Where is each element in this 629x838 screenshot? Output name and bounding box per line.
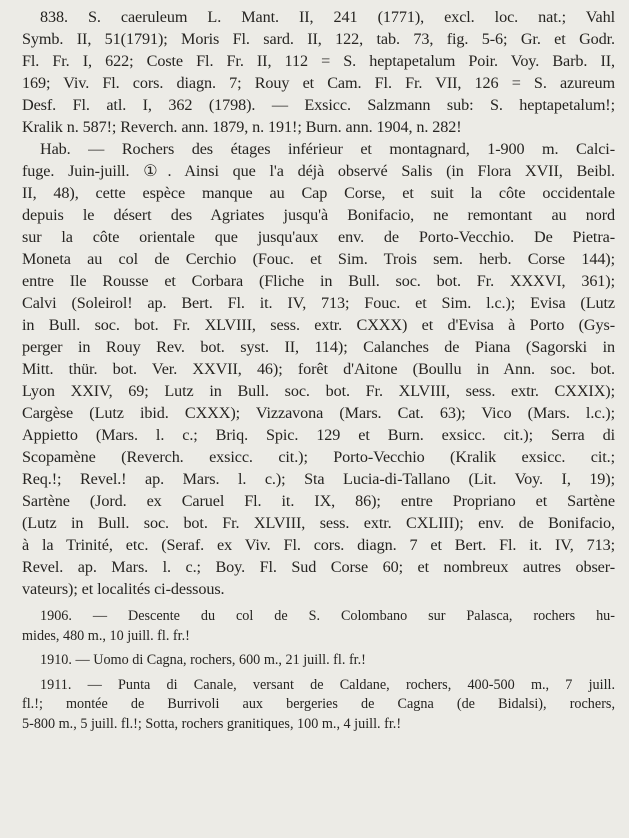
text-line: entre Ile Rousse et Corbara (Fliche in Bull. soc. bot. Fr. XXXVI, 361); — [22, 272, 615, 290]
text-line: Sartène (Jord. ex Caruel Fl. it. IX, 86); entre Propriano et Sartène — [22, 492, 615, 510]
text-line: Revel. ap. Mars. l. c.; Boy. Fl. Sud Corse 60; et nombreux autres obser- — [22, 558, 615, 576]
text-line: 838. S. caeruleum L. Mant. II, 241 (1771), excl. loc. nat.; Vahl — [40, 8, 615, 26]
text-line: Scopamène (Reverch. exsicc. cit.); Porto-Vecchio (Kralik exsicc. cit.; — [22, 448, 615, 466]
text-line: (Lutz in Bull. soc. bot. Fr. XLVIII, sess. extr. CXLIII); env. de Bonifacio, — [22, 514, 615, 532]
text-line: II, 48), cette espèce manque au Cap Corse, et suit la côte occidentale — [22, 184, 615, 202]
text-line: 169; Viv. Fl. cors. diagn. 7; Rouy et Cam. Fl. Fr. VII, 126 = S. azureum — [22, 74, 615, 92]
species-entry — [22, 6, 615, 138]
text-line: Desf. Fl. atl. I, 362 (1798). — Exsicc. Salzmann sub: S. heptapetalum!; — [22, 96, 615, 114]
text-line: depuis le désert des Agriates jusqu'à Bonifacio, ne remontant au nord — [22, 206, 615, 224]
text-line: mides, 480 m., 10 juill. fl. fr.! — [22, 627, 190, 644]
text-line: 1906. — Descente du col de S. Colombano sur Palasca, rochers hu- — [40, 608, 615, 624]
text-line: Fl. Fr. I, 622; Coste Fl. Fr. II, 112 = S. heptapetalum Poir. Voy. Barb. II, — [22, 52, 615, 70]
text-line: perger in Rouy Rev. bot. syst. II, 114); Calanches de Piana (Sagorski in — [22, 338, 615, 356]
text-line: Moneta au col de Cerchio (Fouc. et Sim. Trois sem. herb. Corse 144); — [22, 250, 615, 268]
text-line: sur la côte orientale que jusqu'aux env. de Porto-Vecchio. De Pietra- — [22, 228, 615, 246]
text-line: à la Trinité, etc. (Seraf. ex Viv. Fl. cors. diagn. 7 et Bert. Fl. it. IV, 713; — [22, 536, 615, 554]
collection-record — [22, 607, 615, 646]
text-line: Mitt. thür. bot. Ver. XXVII, 46); forêt d'Aitone (Boullu in Ann. soc. bot. — [22, 360, 615, 378]
text-line: Kralik n. 587!; Reverch. ann. 1879, n. 191!; Burn. ann. 1904, n. 282! — [22, 118, 462, 136]
text-line: Cargèse (Lutz ibid. CXXX); Vizzavona (Mars. Cat. 63); Vico (Mars. l.c.); — [22, 404, 615, 422]
text-line: Appietto (Mars. l. c.; Briq. Spic. 129 et Burn. exsicc. cit.); Serra di — [22, 426, 615, 444]
text-line: Req.!; Revel.! ap. Mars. l. c.); Sta Lucia-di-Tallano (Lit. Voy. I, 19); — [22, 470, 615, 488]
text-line: fl.!; montée de Burrivoli aux bergeries de Cagna (de Bidalsi), rochers, — [22, 696, 615, 712]
text-line: 5-800 m., 5 juill. fl.!; Sotta, rochers granitiques, 100 m., 4 juill. fr.! — [22, 715, 402, 732]
text-line: vateurs); et localités ci-dessous. — [22, 580, 225, 598]
text-line: Calvi (Soleirol! ap. Bert. Fl. it. IV, 713; Fouc. et Sim. l.c.); Evisa (Lutz — [22, 294, 615, 312]
text-line: 1910. — Uomo di Cagna, rochers, 600 m., 21 juill. fl. fr.! — [40, 652, 366, 668]
collection-record — [22, 651, 615, 671]
text-line: in Bull. soc. bot. Fr. XLVIII, sess. extr. CXXX) et d'Evisa à Porto (Gys- — [22, 316, 615, 334]
text-line: Lyon XXIV, 69; Lutz in Bull. soc. bot. Fr. XLVIII, sess. extr. CXXIX); — [22, 382, 615, 400]
text-line: Symb. II, 51(1791); Moris Fl. sard. II, 122, tab. 73, fig. 5-6; Gr. et Godr. — [22, 30, 615, 48]
text-line: Hab. — Rochers des étages inférieur et montagnard, 1-900 m. Calci- — [40, 140, 615, 158]
text-line: fuge. Juin-juill. ①. Ainsi que l'a déjà observé Salis (in Flora XVII, Beibl. — [22, 162, 615, 180]
collection-record — [22, 676, 615, 735]
text-line: 1911. — Punta di Canale, versant de Caldane, rochers, 400-500 m., 7 juill. — [40, 676, 615, 693]
habitat-paragraph — [22, 138, 615, 600]
